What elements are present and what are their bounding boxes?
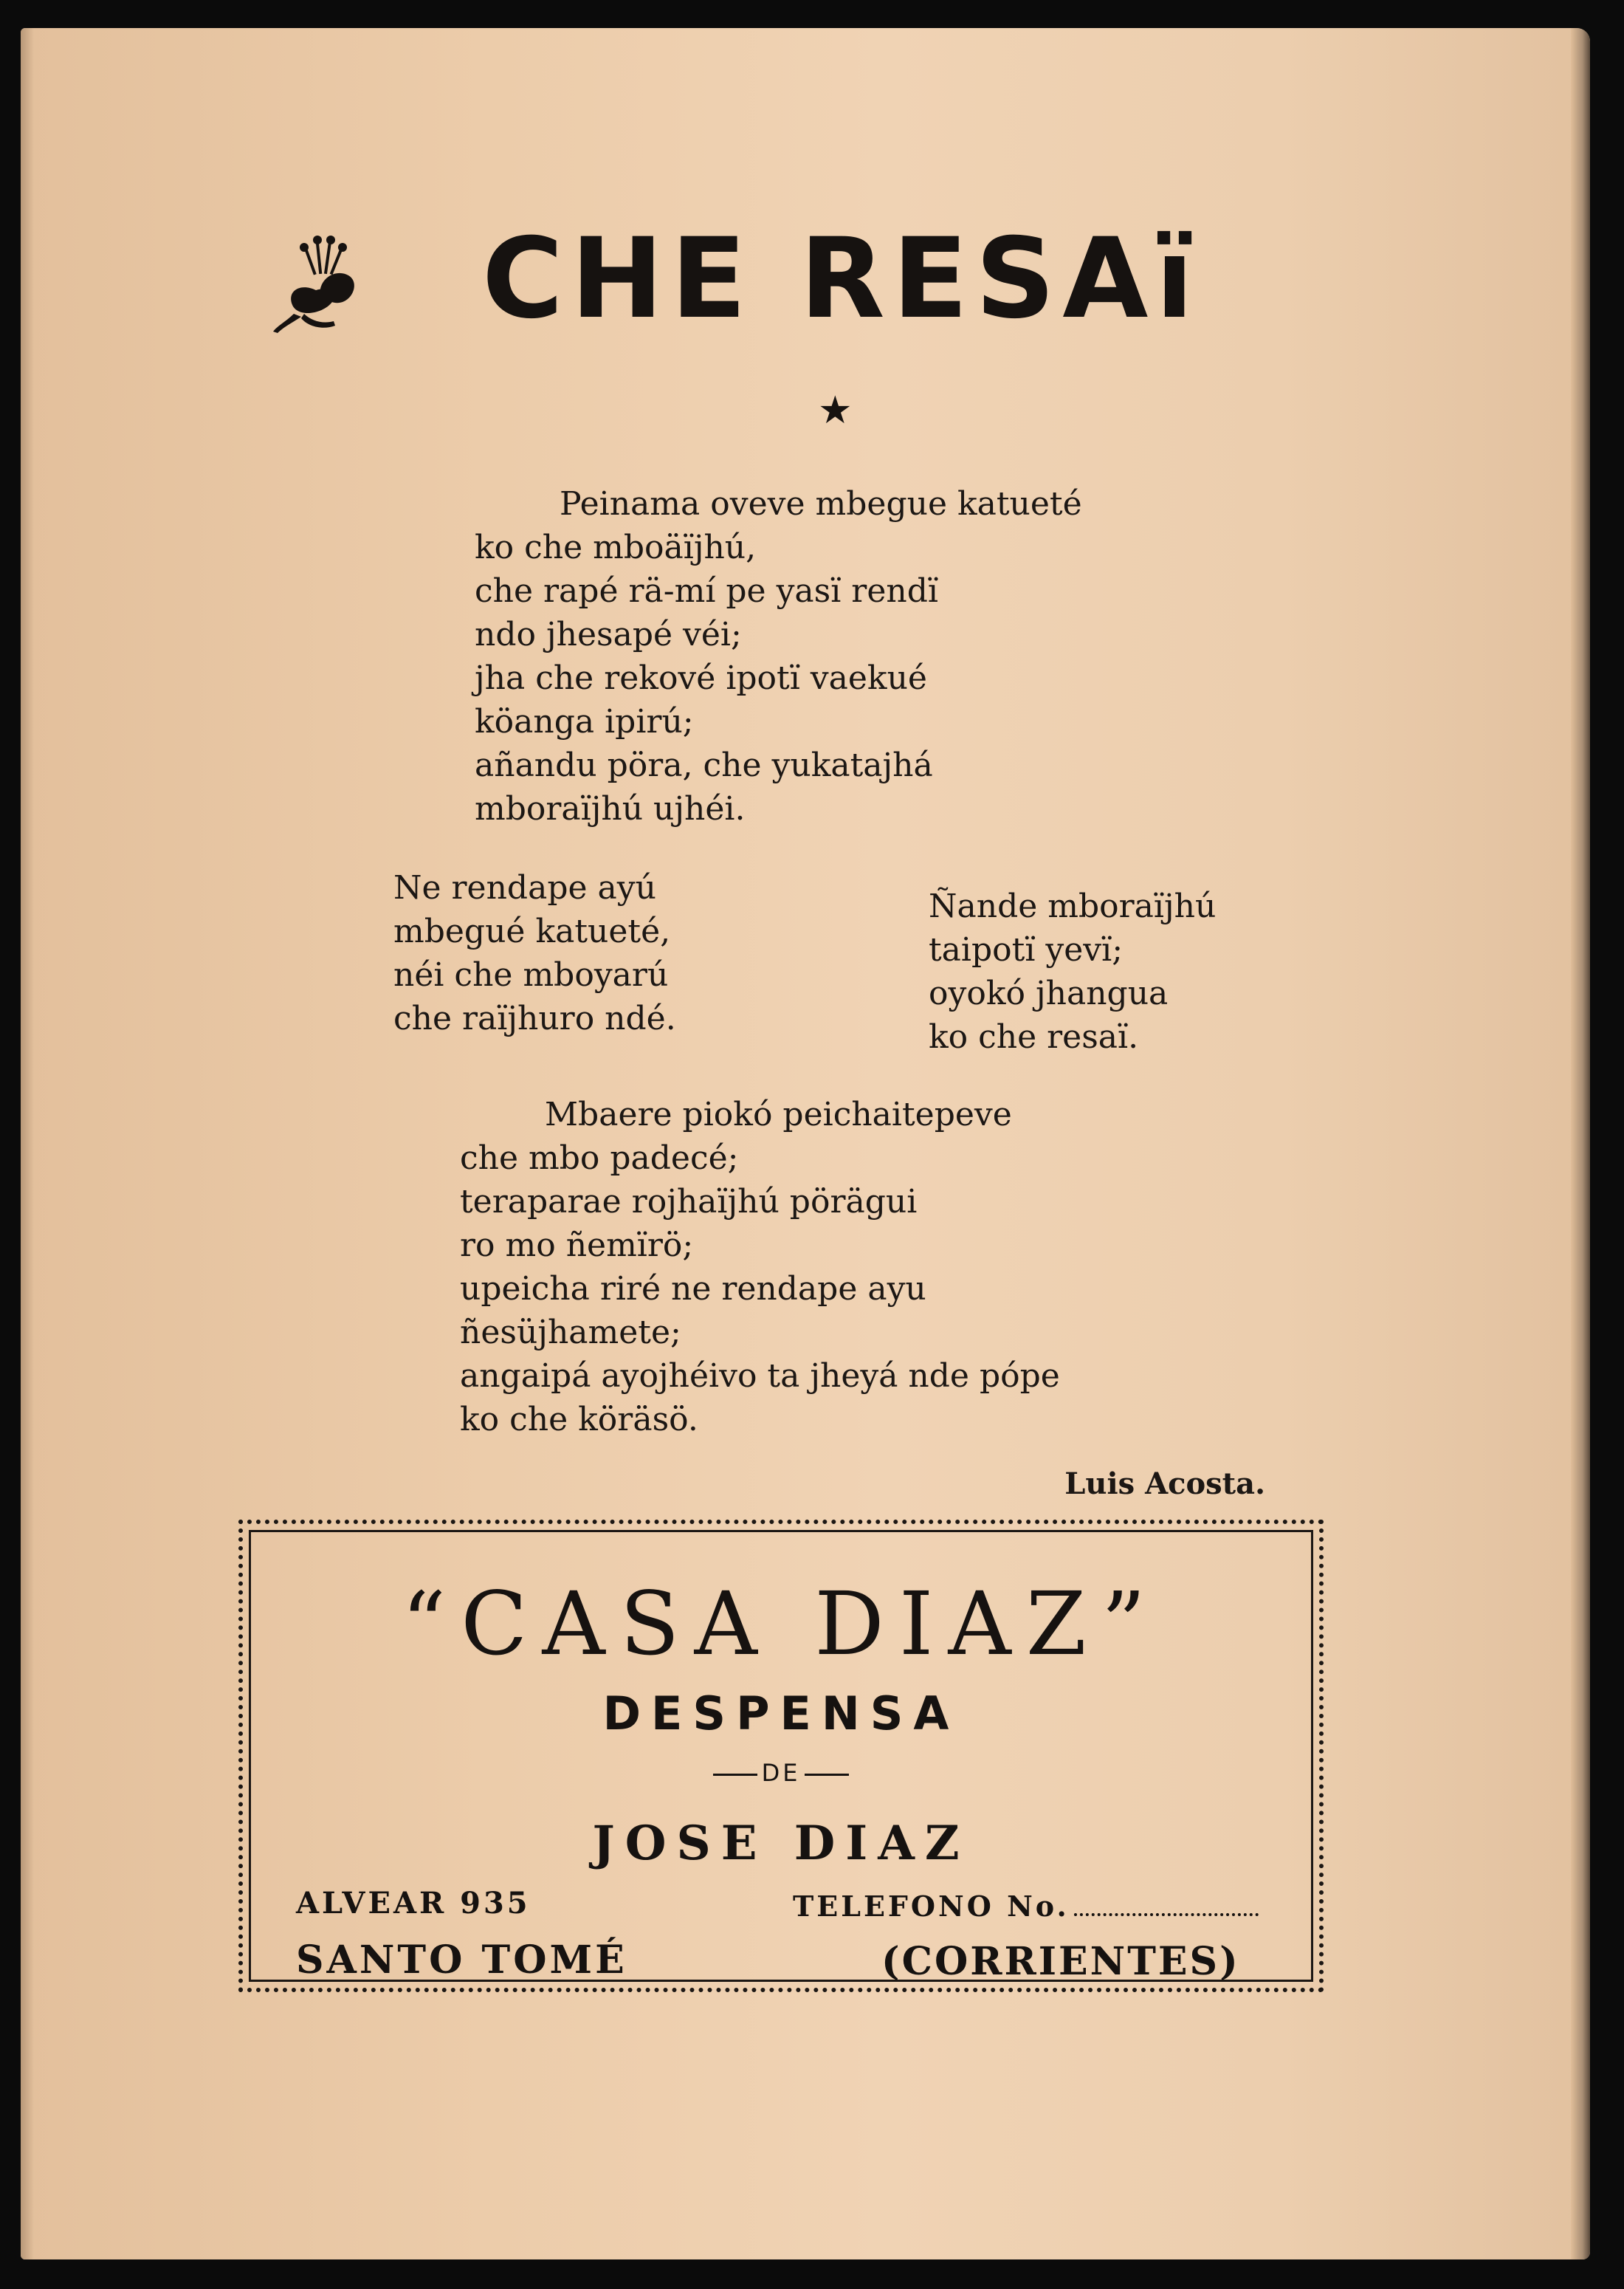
advertisement-owner: JOSE DIAZ <box>592 1816 970 1871</box>
poem-line: upeicha riré ne rendape ayu <box>460 1270 926 1308</box>
poem-stanza-4 <box>460 1093 1060 1441</box>
advertisement-box <box>238 1520 1324 1992</box>
advertisement-address: ALVEAR 935 <box>296 1886 531 1921</box>
poem-line: taipotï yevï; <box>929 931 1124 969</box>
poem-line: Mbaere piokó peichaitepeve <box>545 1096 1012 1133</box>
phone-blank-line <box>1074 1913 1259 1916</box>
phone-label: TELEFONO No. <box>793 1890 1070 1923</box>
poem-line: teraparae rojhaïjhú pörägui <box>460 1183 918 1221</box>
poem-stanza-3 <box>929 885 1216 1059</box>
title-row <box>272 209 1231 349</box>
advertisement-city: SANTO TOMÉ <box>296 1938 627 1983</box>
poem-line: ndo jhesapé véi; <box>475 616 742 653</box>
poem-stanza-1 <box>475 482 1082 831</box>
poem-line: ñesüjhamete; <box>460 1314 681 1351</box>
page-title: CHE RESAï <box>482 215 1201 343</box>
poem-line: mbegué katueté, <box>393 913 671 950</box>
advertisement-connector <box>243 1759 1319 1787</box>
advertisement-phone <box>793 1890 1259 1923</box>
poem-line: che raïjhuro ndé. <box>393 1000 676 1037</box>
flower-icon <box>272 231 368 334</box>
poem-line: angaipá ayojhéivo ta jheyá nde pópe <box>460 1357 1060 1395</box>
advertisement-province: (CORRIENTES) <box>881 1939 1240 1984</box>
advertisement-business-type: DESPENSA <box>602 1686 960 1740</box>
poem-line: ko che resaï. <box>929 1018 1139 1056</box>
book-page <box>21 28 1590 2259</box>
poem-line: ko che mboäïjhú, <box>475 529 757 566</box>
poem-line: mboraïjhú ujhéi. <box>475 790 746 828</box>
connector-rule-left <box>713 1774 757 1776</box>
poem-line: Ne rendape ayú <box>393 869 656 907</box>
poem-line: ko che köräsö. <box>460 1401 698 1438</box>
poem-line: che rapé rä-mí pe yasï rendï <box>475 572 938 610</box>
poem-line: jha che rekové ipotï vaekué <box>475 659 927 697</box>
poem-line: Peinama oveve mbegue katueté <box>560 485 1082 523</box>
poem-line: oyokó jhangua <box>929 975 1169 1012</box>
poem-line: néi che mboyarú <box>393 956 669 994</box>
poem-line: añandu pöra, che yukatajhá <box>475 747 933 784</box>
connector-rule-right <box>805 1774 849 1776</box>
page-right-edge <box>1571 28 1590 2259</box>
connector-text: DE <box>761 1759 801 1787</box>
poem-line: Ñande mboraïjhú <box>929 888 1217 925</box>
page-left-edge <box>21 28 34 2259</box>
poem-line: ro mo ñemïrö; <box>460 1226 694 1264</box>
poem-stanza-2 <box>393 866 676 1040</box>
poem-line: che mbo padecé; <box>460 1139 739 1177</box>
separator-star: ★ <box>818 388 853 433</box>
advertisement-business-name: “CASA DIAZ” <box>401 1573 1161 1675</box>
poem-line: köanga ipirú; <box>475 703 694 741</box>
poem-author: Luis Acosta. <box>1064 1466 1265 1501</box>
